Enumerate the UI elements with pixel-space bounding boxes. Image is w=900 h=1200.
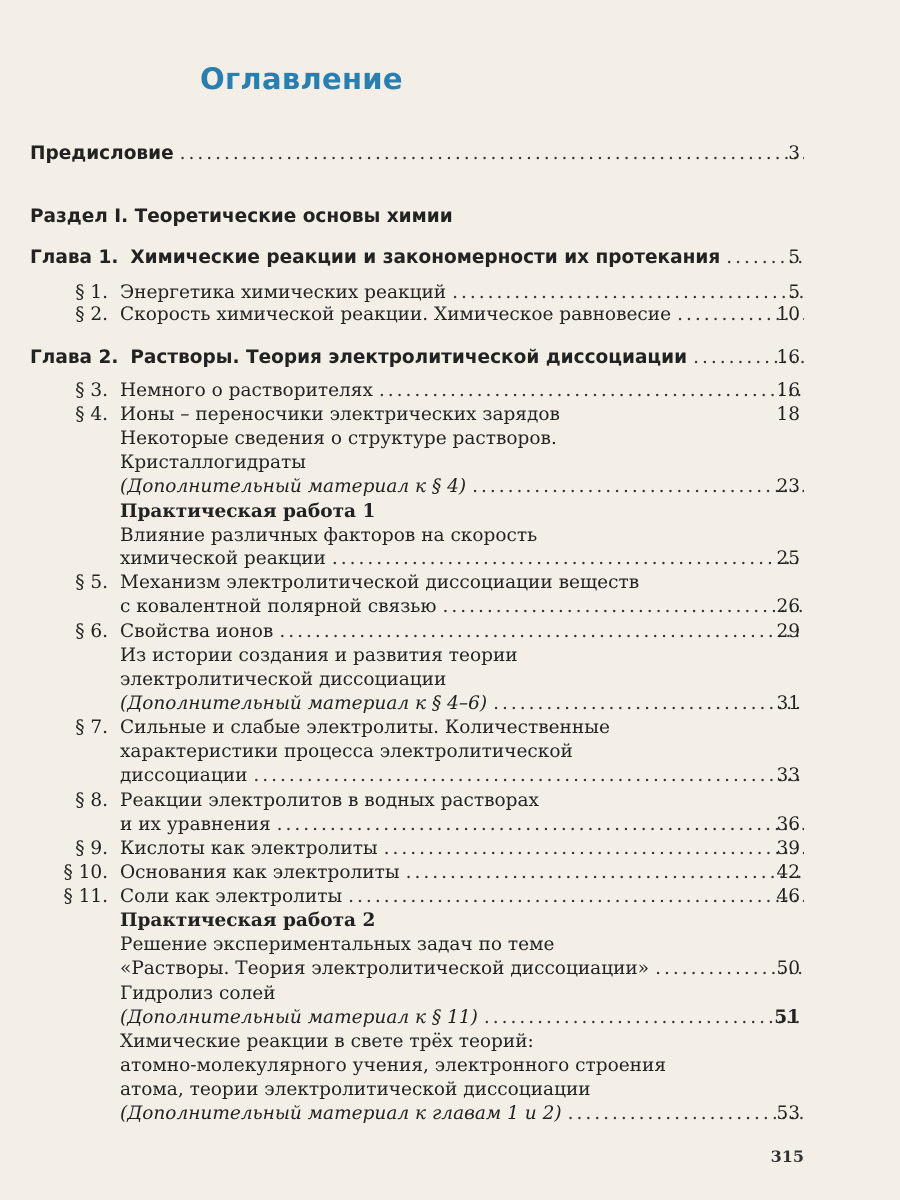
entry-label: Предисловие (30, 143, 174, 164)
page-number: 315 (770, 1147, 804, 1166)
page-title: Оглавление (200, 62, 403, 96)
toc-page: Оглавление Предисловие ..... 3 Раздел I. Теоретические основы химии Глава 1. Химические реакции и закономерности их протекания ..... 5 § 1. Энергетика химических реакций ..... 5 § 2. Скорость химической реакции. Химическое равновесие ..... 10 Глава 2. Растворы. Теория электролитической диссоциации ..... 16 § 3. Немного о растворителях ..... 16 § 4. Ионы – переносчики электрических зарядов 18 Некоторые сведения о структуре растворов. Кристаллогидраты (Дополнительный материал к § 4) ..... 23 Практическая работа 1 Влияние различных факторов на скорость химической реакции ..... 25 § 5. Механизм электролитической диссоциации веществ с ковалентной полярной связью ..... 26 § 6. Свойства ионов ..... 29 Из истории создания и развития теории электролитической диссоциации (Дополнительный материал к § 4–6) ..... 31 § 7. Сильные и слабые электролиты. Количественные характеристики процесса электролитической диссоциации ..... 33 § 8. Реакции электролитов в водных растворах и их уравнения ..... 36 § 9. Кислоты как электролиты ..... 39 § 10. Основания как электролиты ..... 42 § 11. Соли как электролиты ..... 46 Практическая работа 2 Решение экспериментальных задач по теме «Растворы. Теория электролитической диссоциации» ..... 50 Гидролиз солей (Дополнительный материал к § 11) ..... 51 Химические реакции в свете трёх теорий: атомно-молекулярного учения, электронного строения атома, теории электролитической диссоциации (Дополнительный материал к главам 1 и 2) ..... 53 315 (0, 0, 900, 1200)
entry-page: 3 (788, 143, 800, 164)
